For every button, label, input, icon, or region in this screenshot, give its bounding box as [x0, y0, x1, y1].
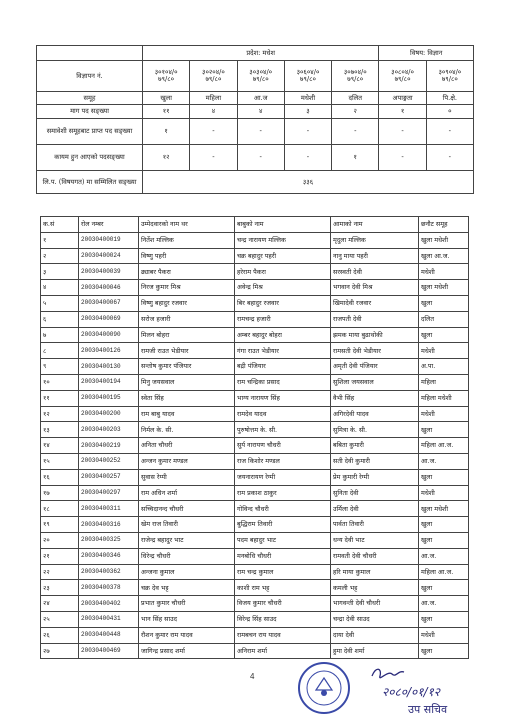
father-name-cell: भाग्य नारायण सिंह — [235, 390, 331, 406]
mother-name-cell: भगवान देवी मिश्र — [331, 280, 419, 296]
father-name-cell: राम चन्द्रिका प्रसाद — [235, 374, 331, 390]
roll-number-cell: 20030400126 — [79, 343, 139, 359]
roll-number-cell: 20030400019 — [79, 232, 139, 248]
mother-name-cell: मृदुला मल्लिक — [331, 232, 419, 248]
candidate-name-cell: अनिता चौधरी — [139, 438, 235, 454]
mother-name-cell: सरस्वती देवी — [331, 264, 419, 280]
table-row — [41, 232, 469, 248]
serial-cell: २ — [41, 248, 79, 264]
father-name-cell: राम चन्द्र कुमाल — [235, 564, 331, 580]
header-roll: रोल नम्बर — [79, 217, 139, 233]
posts-cell: २ — [332, 105, 379, 119]
table-row — [41, 406, 469, 422]
roll-number-cell: 20030400069 — [79, 311, 139, 327]
group-cell: महिला — [419, 374, 469, 390]
candidate-name-cell: सुवास रेग्मी — [139, 469, 235, 485]
table-row — [41, 343, 469, 359]
vacancy-summary-table — [36, 45, 474, 194]
candidate-table-body — [41, 217, 469, 659]
candidate-table — [40, 216, 469, 659]
ad-code: ३०९०४/० — [438, 68, 462, 77]
header-mother: आमाको नाम — [331, 217, 419, 233]
inclusive-cell: - — [379, 119, 426, 145]
table-row — [41, 532, 469, 548]
candidate-name-cell: राम बाबु यादव — [139, 406, 235, 422]
posts-cell: ३ — [284, 105, 331, 119]
group-cell: खुला मधेशी — [419, 501, 469, 517]
inclusive-cell: - — [332, 119, 379, 145]
mother-name-cell: सती देवी कुमारी — [331, 453, 419, 469]
father-name-cell: सुर्य नारायण चौधरी — [235, 438, 331, 454]
father-name-cell: बद्री पंजियार — [235, 359, 331, 375]
roll-number-cell: 20030400200 — [79, 406, 139, 422]
table-row — [41, 359, 469, 375]
table-row — [41, 264, 469, 280]
fixed-posts-cell: - — [237, 145, 284, 171]
table-row — [41, 295, 469, 311]
group-cell: खुला — [419, 422, 469, 438]
group-cell: दलित — [419, 311, 469, 327]
total-label: लि.प. (विषयगत) मा सम्मिलित सङ्ख्या — [37, 171, 143, 194]
posts-cell: १ — [379, 105, 426, 119]
roll-number-cell: 20030400362 — [79, 564, 139, 580]
ad-year: ७९/८० — [300, 75, 316, 83]
candidate-name-cell: अन्जना कुमाल — [139, 564, 235, 580]
serial-cell: १० — [41, 374, 79, 390]
candidate-name-cell: विष्णु बहादुर रजवार — [139, 295, 235, 311]
mother-name-cell: प्रेम कुमारी रेग्मी — [331, 469, 419, 485]
mother-name-cell: राजपती देवी — [331, 311, 419, 327]
candidate-name-cell: चक्र देव भट्ट — [139, 580, 235, 596]
group-cell: आ.ज — [237, 92, 284, 105]
roll-number-cell: 20030400046 — [79, 280, 139, 296]
roll-number-cell: 20030400402 — [79, 596, 139, 612]
signature-stamp — [368, 664, 473, 716]
group-cell: महिला आ.ज. — [419, 564, 469, 580]
table-row — [41, 643, 469, 659]
father-name-cell: रामचन्द्र हजारी — [235, 311, 331, 327]
father-name-cell: चक्र बहादुर पहरी — [235, 248, 331, 264]
total-row — [37, 171, 474, 194]
serial-cell: २३ — [41, 580, 79, 596]
table-row — [41, 485, 469, 501]
ad-year: ७९/८० — [347, 75, 364, 83]
group-cell: मधेशी — [419, 406, 469, 422]
table-row — [41, 501, 469, 517]
table-row — [41, 517, 469, 533]
serial-cell: ४ — [41, 280, 79, 296]
candidate-name-cell: जागिन्द्र प्रसाद शर्मा — [139, 643, 235, 659]
inclusive-cell: १ — [143, 119, 190, 145]
group-cell: पि.क्षे. — [426, 92, 473, 105]
header-candidate: उम्मेदवारको नाम थर — [139, 217, 235, 233]
ad-code: ३०६०४/० — [296, 68, 320, 77]
mother-name-cell: खिमादेवी रजवार — [331, 295, 419, 311]
serial-cell: ९ — [41, 359, 79, 375]
group-cell: अपाङ्गता — [379, 92, 426, 105]
group-row — [37, 92, 474, 105]
mother-name-cell: दाया देवी — [331, 627, 419, 643]
father-name-cell: राम प्रकाश ठाकुर — [235, 485, 331, 501]
father-name-cell: विरेन्द्र सिंह साउद — [235, 611, 331, 627]
roll-number-cell: 20030400067 — [79, 295, 139, 311]
father-name-cell: अवेन्द्र मिश्र — [235, 280, 331, 296]
group-cell: खुला — [419, 611, 469, 627]
mother-name-cell: झमक माया बुढाथोकी — [331, 327, 419, 343]
roll-number-cell: 20030400257 — [79, 469, 139, 485]
ad-code-cell — [237, 61, 284, 92]
candidate-name-cell: अन्जन कुमार मण्डल — [139, 453, 235, 469]
group-cell: दलित — [332, 92, 379, 105]
father-name-cell: गोविन्द चौधरी — [235, 501, 331, 517]
mother-name-cell: चन्द्रा देवी साउद — [331, 611, 419, 627]
inclusive-cell: - — [426, 119, 473, 145]
serial-cell: २४ — [41, 596, 79, 612]
ad-code-cell — [332, 61, 379, 92]
serial-cell: ५ — [41, 295, 79, 311]
mother-name-cell: बबिता कुमारी — [331, 438, 419, 454]
mother-name-cell: भागवन्ती देवी चौधरी — [331, 596, 419, 612]
candidate-name-cell: स्वेता सिंह — [139, 390, 235, 406]
header-father: बाबुको नाम — [235, 217, 331, 233]
candidate-name-cell: मिनु जयसवाल — [139, 374, 235, 390]
roll-number-cell: 20030400448 — [79, 627, 139, 643]
posts-cell: ० — [426, 105, 473, 119]
official-seal-stamp — [296, 660, 352, 716]
table-row — [41, 469, 469, 485]
table-row — [41, 564, 469, 580]
serial-cell: ११ — [41, 390, 79, 406]
father-name-cell: गंगा राउत भेडीयार — [235, 343, 331, 359]
candidate-name-cell: रौशन कुमार राम यादव — [139, 627, 235, 643]
serial-cell: ७ — [41, 327, 79, 343]
serial-cell: १९ — [41, 517, 79, 533]
serial-cell: १ — [41, 232, 79, 248]
mother-name-cell: रामसती देवी भेडीयार — [331, 343, 419, 359]
posts-row — [37, 105, 474, 119]
mother-name-cell: पार्वता तिवारी — [331, 517, 419, 533]
candidate-name-cell: सरोज हजारी — [139, 311, 235, 327]
candidate-name-cell: रामजी राउत भेडीयार — [139, 343, 235, 359]
group-cell: आ.ज. — [419, 548, 469, 564]
father-name-cell: काशी राम भट्ट — [235, 580, 331, 596]
inclusive-row — [37, 119, 474, 145]
table-row — [41, 280, 469, 296]
ad-code-cell — [426, 61, 473, 92]
ad-year: ७९/८० — [394, 75, 411, 83]
father-name-cell: मनबोधि चौधरी — [235, 548, 331, 564]
mother-name-cell: धन्य देवी भाट — [331, 532, 419, 548]
posts-cell: ११ — [143, 105, 190, 119]
ad-code: ३०७०४/० — [343, 68, 367, 77]
father-name-cell: विजय कुमार चौधरी — [235, 596, 331, 612]
mother-name-cell: अमृती देवी पंजियार — [331, 359, 419, 375]
ad-year: ७९/८० — [158, 75, 175, 83]
signature-date: २०८०/०१/१२ — [382, 685, 441, 699]
table-row — [41, 438, 469, 454]
table-row — [41, 548, 469, 564]
roll-number-cell: 20030400194 — [79, 374, 139, 390]
ad-code-cell — [379, 61, 426, 92]
group-cell: खुला — [419, 327, 469, 343]
serial-cell: १८ — [41, 501, 79, 517]
father-name-cell: पुरुषोत्तम के. सी. — [235, 422, 331, 438]
serial-cell: १३ — [41, 422, 79, 438]
inclusive-cell: - — [284, 119, 331, 145]
roll-number-cell: 20030400378 — [79, 580, 139, 596]
serial-cell: २० — [41, 532, 79, 548]
ad-label: विज्ञापन नं. — [37, 61, 143, 92]
roll-number-cell: 20030400469 — [79, 643, 139, 659]
table-row — [41, 390, 469, 406]
group-cell: महिला मधेशी — [419, 390, 469, 406]
summary-header-row — [37, 46, 474, 61]
posts-cell: ४ — [237, 105, 284, 119]
serial-cell: ३ — [41, 264, 79, 280]
header-serial: क.सं — [41, 217, 79, 233]
roll-number-cell: 20030400316 — [79, 517, 139, 533]
subject-cell: विषय: विज्ञान — [379, 46, 474, 61]
candidate-name-cell: राम अधिन शर्मा — [139, 485, 235, 501]
ad-code: ३०३०४/० — [249, 68, 273, 77]
group-cell: खुला — [419, 517, 469, 533]
serial-cell: २५ — [41, 611, 79, 627]
candidate-name-cell: भान सिंह साउद — [139, 611, 235, 627]
father-name-cell: बुद्धिराम तिवारी — [235, 517, 331, 533]
father-name-cell: रामबचन राय यादव — [235, 627, 331, 643]
mother-name-cell: नानु माया पहरी — [331, 248, 419, 264]
table-row — [41, 611, 469, 627]
group-cell: खुला मधेशी — [419, 232, 469, 248]
fixed-posts-label: कायम हुन आएको पदसङ्ख्या — [37, 145, 143, 171]
table-header-row — [41, 217, 469, 233]
roll-number-cell: 20030400195 — [79, 390, 139, 406]
father-name-cell: अनिराम शर्मा — [235, 643, 331, 659]
father-name-cell: रामदेव यादव — [235, 406, 331, 422]
mother-name-cell: कमली भट्ट — [331, 580, 419, 596]
roll-number-cell: 20030400203 — [79, 422, 139, 438]
group-cell: खुला — [419, 532, 469, 548]
posts-label: माग पद सङ्ख्या — [37, 105, 143, 119]
ad-year: ७९/८० — [205, 75, 222, 83]
ad-year: ७९/८० — [252, 75, 269, 83]
header-group: छनौट समूह — [419, 217, 469, 233]
roll-number-cell: 20030400130 — [79, 359, 139, 375]
group-cell: खुला — [419, 580, 469, 596]
fixed-posts-cell: - — [379, 145, 426, 171]
table-row — [41, 596, 469, 612]
table-row — [41, 453, 469, 469]
serial-cell: २६ — [41, 627, 79, 643]
serial-cell: १७ — [41, 485, 79, 501]
serial-cell: ६ — [41, 311, 79, 327]
inclusive-cell: - — [237, 119, 284, 145]
fixed-posts-cell: १ — [332, 145, 379, 171]
table-row — [41, 327, 469, 343]
candidate-name-cell: खेम राज तिवारी — [139, 517, 235, 533]
province-cell: प्रदेश: मधेश — [143, 46, 379, 61]
roll-number-cell: 20030400252 — [79, 453, 139, 469]
serial-cell: ८ — [41, 343, 79, 359]
mother-name-cell: अगिरदेवी यादव — [331, 406, 419, 422]
serial-cell: २७ — [41, 643, 79, 659]
signature-title: उप सचिव — [408, 703, 448, 716]
table-row — [41, 248, 469, 264]
mother-name-cell: हुमा देवी शर्मा — [331, 643, 419, 659]
candidate-name-cell: निरज कुमार मिश्र — [139, 280, 235, 296]
group-cell: खुला आ.ज. — [419, 248, 469, 264]
fixed-posts-cell: - — [284, 145, 331, 171]
group-cell: मधेशी — [284, 92, 331, 105]
group-cell: खुला मधेशी — [419, 280, 469, 296]
ad-code: ३०२०४/० — [202, 68, 225, 77]
father-name-cell: राज किशोर मण्डल — [235, 453, 331, 469]
serial-cell: १६ — [41, 469, 79, 485]
fixed-posts-row — [37, 145, 474, 171]
father-name-cell: जयनारायण रेग्मी — [235, 469, 331, 485]
father-name-cell: पदम बहादुर भाट — [235, 532, 331, 548]
candidate-name-cell: सच्चिदानन्द चौधरी — [139, 501, 235, 517]
candidate-name-cell: धिरेन्द्र चौधरी — [139, 548, 235, 564]
roll-number-cell: 20030400219 — [79, 438, 139, 454]
group-cell: महिला — [190, 92, 237, 105]
candidate-name-cell: निर्मल के. सी. — [139, 422, 235, 438]
ad-code-cell — [190, 61, 237, 92]
candidate-name-cell: प्रभात कुमार चौधरी — [139, 596, 235, 612]
ad-year: ७९/८० — [441, 75, 458, 83]
group-cell: मधेशी — [419, 627, 469, 643]
blank-cell — [37, 46, 143, 61]
group-cell: मधेशी — [419, 264, 469, 280]
table-row — [41, 580, 469, 596]
table-row — [41, 374, 469, 390]
ad-code-row — [37, 61, 474, 92]
group-cell: आ.ज. — [419, 453, 469, 469]
inclusive-label: समावेशी समूहबाट प्राप्त पद सङ्ख्या — [37, 119, 143, 145]
mother-name-cell: उर्मिला देवी — [331, 501, 419, 517]
mother-name-cell: हरि माया कुमाल — [331, 564, 419, 580]
roll-number-cell: 20030400311 — [79, 501, 139, 517]
group-cell: खुला — [419, 469, 469, 485]
ad-code-cell — [143, 61, 190, 92]
roll-number-cell: 20030400039 — [79, 264, 139, 280]
group-cell: महिला आ.ज. — [419, 438, 469, 454]
page-number: 4 — [250, 672, 255, 681]
ad-code: ३०१०४/० — [154, 68, 178, 77]
posts-cell: ४ — [190, 105, 237, 119]
roll-number-cell: 20030400346 — [79, 548, 139, 564]
serial-cell: २१ — [41, 548, 79, 564]
mother-name-cell: सुमित्रा के. सी. — [331, 422, 419, 438]
group-cell: मधेशी — [419, 343, 469, 359]
roll-number-cell: 20030400297 — [79, 485, 139, 501]
group-cell: मधेशी — [419, 485, 469, 501]
table-row — [41, 627, 469, 643]
total-cell: ३३६ — [143, 171, 474, 194]
father-name-cell: बिर बहादुर रजवार — [235, 295, 331, 311]
table-row — [41, 311, 469, 327]
roll-number-cell: 20030400431 — [79, 611, 139, 627]
candidate-name-cell: निर्तेश मल्लिक — [139, 232, 235, 248]
group-cell: आ.ज. — [419, 596, 469, 612]
serial-cell: १२ — [41, 406, 79, 422]
candidate-name-cell: मिलन बोहरा — [139, 327, 235, 343]
father-name-cell: चन्द्र नारायण मल्लिक — [235, 232, 331, 248]
candidate-name-cell: विष्णु पहरी — [139, 248, 235, 264]
mother-name-cell: सुशिला जयसवाल — [331, 374, 419, 390]
roll-number-cell: 20030400090 — [79, 327, 139, 343]
group-cell: खुला — [143, 92, 190, 105]
fixed-posts-cell: - — [426, 145, 473, 171]
serial-cell: १४ — [41, 438, 79, 454]
group-label: समूह — [37, 92, 143, 105]
roll-number-cell: 20030400325 — [79, 532, 139, 548]
group-cell: खुला — [419, 643, 469, 659]
serial-cell: १५ — [41, 453, 79, 469]
candidate-name-cell: सन्तोष कुमार पंजियार — [139, 359, 235, 375]
candidate-name-cell: राजेन्द्र बहादुर भाट — [139, 532, 235, 548]
inclusive-cell: - — [190, 119, 237, 145]
fixed-posts-cell: १२ — [143, 145, 190, 171]
father-name-cell: अम्बर बहादुर बोहरा — [235, 327, 331, 343]
table-row — [41, 422, 469, 438]
father-name-cell: हरेराम पैकरा — [235, 264, 331, 280]
fixed-posts-cell: - — [190, 145, 237, 171]
candidate-name-cell: ढ्याबर पैकरा — [139, 264, 235, 280]
mother-name-cell: वैभी सिंह — [331, 390, 419, 406]
ad-code: ३०८०४/० — [391, 68, 414, 77]
mother-name-cell: रामवती देवी चौधरी — [331, 548, 419, 564]
roll-number-cell: 20030400024 — [79, 248, 139, 264]
group-cell: खुला — [419, 295, 469, 311]
serial-cell: २२ — [41, 564, 79, 580]
group-cell: अ.पा. — [419, 359, 469, 375]
ad-code-cell — [284, 61, 331, 92]
mother-name-cell: सुनिता देवी — [331, 485, 419, 501]
